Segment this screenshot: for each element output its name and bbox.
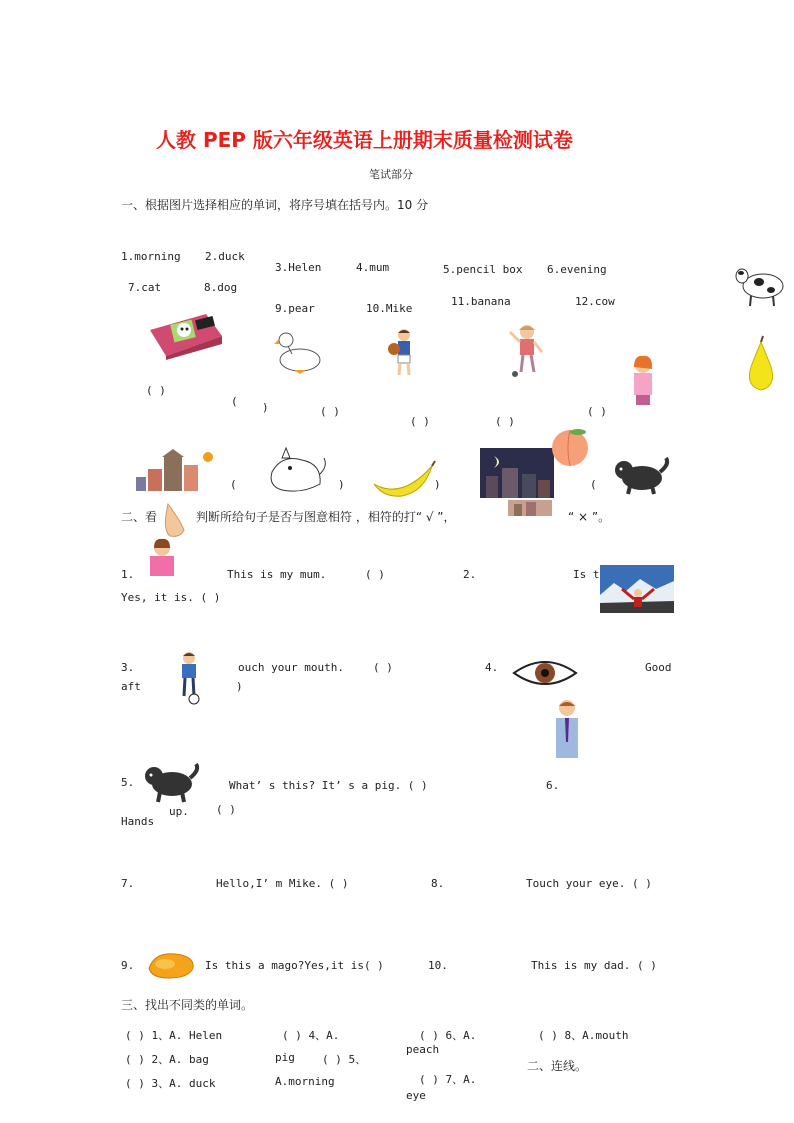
q10-number: 10. <box>428 959 448 972</box>
answer-blank[interactable]: ( ) <box>320 405 340 418</box>
q7-number: 7. <box>121 877 135 890</box>
word-3: 3.Helen <box>275 261 322 274</box>
q1-blank[interactable]: ( ) <box>365 568 385 581</box>
mango-image <box>145 950 197 980</box>
mountain-photo-image <box>600 565 674 613</box>
q2-text: Is t <box>573 568 600 581</box>
odd-word-row-7: ( ) 7、A. <box>419 1073 477 1086</box>
q3-number: 3. <box>121 661 135 674</box>
q3-text: ouch your mouth. <box>238 661 344 674</box>
banana-image <box>372 458 436 500</box>
answer-blank[interactable]: ( ) <box>495 415 515 428</box>
odd-word-row-4-word: pig <box>275 1051 295 1064</box>
q3-continued-blank-right: ) <box>236 680 243 693</box>
answer-blank-right[interactable]: ) <box>338 478 345 491</box>
mum-pink-image <box>140 538 184 580</box>
answer-blank-right[interactable]: ) <box>434 478 441 491</box>
eye-image <box>512 655 578 691</box>
word-6: 6.evening <box>547 263 607 276</box>
answer-blank-left[interactable]: ( <box>590 478 597 491</box>
pear-image <box>744 334 778 392</box>
odd-word-row-7-word: eye <box>406 1089 426 1102</box>
q5-text: What’ s this? It’ s a pig. ( ) <box>229 779 428 792</box>
q7-text: Hello,I’ m Mike. ( ) <box>216 877 349 890</box>
mike-football-image <box>384 327 420 379</box>
word-8: 8.dog <box>204 281 238 294</box>
section3-heading: 三、找出不同类的单词。 <box>121 998 254 1012</box>
dog-image <box>612 454 672 496</box>
odd-word-row-3: ( ) 3、A. duck <box>125 1077 216 1090</box>
word-4: 4.mum <box>356 261 390 274</box>
morning-city-image <box>132 447 216 491</box>
mum-image <box>626 355 660 407</box>
q2-continued: Yes, it is. ( ) <box>121 591 221 604</box>
word-2: 2.duck <box>205 250 245 263</box>
odd-word-row-6-word: peach <box>406 1043 440 1056</box>
q4-number: 4. <box>485 661 499 674</box>
word-10: 10.Mike <box>366 302 413 315</box>
q1-number: 1. <box>121 568 135 581</box>
helen-image <box>505 322 547 380</box>
q6-blank[interactable]: ( ) <box>216 803 236 816</box>
q6-continued-c: Hands <box>121 815 155 828</box>
odd-word-row-6: ( ) 6、A. <box>419 1029 477 1042</box>
q9-number: 9. <box>121 959 135 972</box>
answer-blank[interactable]: ( ) <box>410 415 430 428</box>
evening-city-image <box>480 448 554 498</box>
peach-image <box>548 424 592 468</box>
word-12: 12.cow <box>575 295 615 308</box>
cow-image <box>733 262 789 310</box>
q2-number: 2. <box>463 568 477 581</box>
boy-football-image <box>172 650 206 706</box>
q10-text: This is my dad. ( ) <box>531 959 657 972</box>
section1-heading: 一、根据图片选择相应的单词，将序号填在括号内。10 分 <box>121 198 429 212</box>
word-11: 11.banana <box>451 295 511 308</box>
duck-image <box>274 326 324 376</box>
section2-heading-end: “ × ”。 <box>568 510 611 524</box>
word-7: 7.cat <box>128 281 162 294</box>
answer-blank-right[interactable]: ) <box>262 401 269 414</box>
section2-heading-start: 二、看 <box>121 510 158 524</box>
answer-blank-left[interactable]: ( <box>230 478 237 491</box>
q6-continued-a: up. <box>169 805 189 818</box>
odd-word-row-4: ( ) 4、A. <box>282 1029 340 1042</box>
odd-word-row-1: ( ) 1、A. Helen <box>125 1029 223 1042</box>
q6-number: 6. <box>546 779 560 792</box>
word-1: 1.morning <box>121 250 181 263</box>
q8-text: Touch your eye. ( ) <box>526 877 652 890</box>
word-5: 5.pencil box <box>443 263 523 276</box>
cat-image <box>262 444 328 496</box>
pencil-box-image <box>146 308 224 360</box>
answer-blank[interactable]: ( ) <box>587 405 607 418</box>
answer-blank-left[interactable]: ( <box>231 395 238 408</box>
section2-heading-middle: 判断所给句子是否与图意相符 ，相符的打“ √ ”， <box>196 510 456 524</box>
dog-small-image <box>140 760 204 804</box>
odd-word-row-2: ( ) 2、A. bag <box>125 1053 209 1066</box>
answer-blank[interactable]: ( ) <box>146 384 166 397</box>
odd-word-row-8: ( ) 8、A.mouth <box>538 1029 629 1042</box>
q8-number: 8. <box>431 877 445 890</box>
q5-number: 5. <box>121 776 135 789</box>
subtitle: 笔试部分 <box>369 168 413 181</box>
q1-text: This is my mum. <box>227 568 327 581</box>
q3-continued: aft <box>121 680 141 693</box>
odd-word-row-5-word: A.morning <box>275 1075 335 1088</box>
dad-image <box>550 698 584 764</box>
word-9: 9.pear <box>275 302 315 315</box>
page-title: 人教 PEP 版六年级英语上册期末质量检测试卷 <box>156 128 573 152</box>
matching-heading: 二、连线。 <box>527 1059 588 1073</box>
odd-word-row-5: ( ) 5、 <box>322 1053 367 1066</box>
q3-blank[interactable]: ( ) <box>373 661 393 674</box>
city-thumbnail-image <box>508 500 552 516</box>
q4-text: Good <box>645 661 672 674</box>
q9-text: Is this a mago?Yes,it is( ) <box>205 959 384 972</box>
